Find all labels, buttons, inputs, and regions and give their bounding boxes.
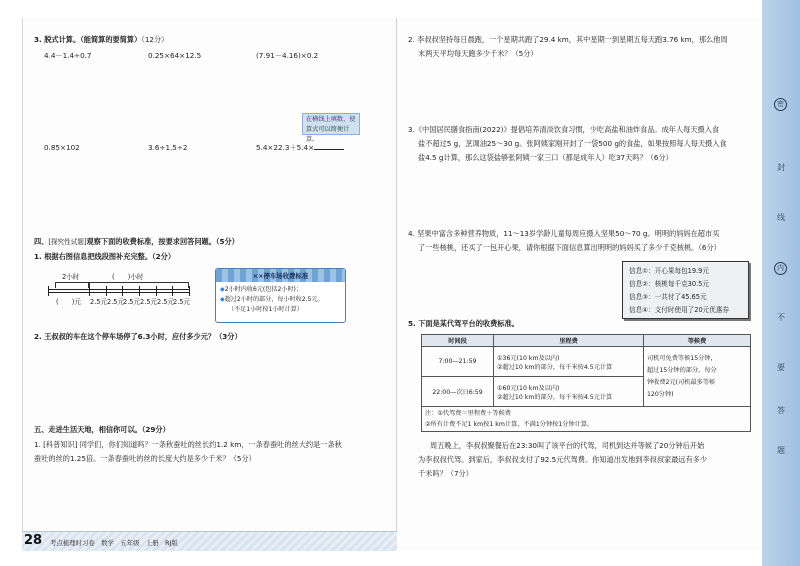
sign-rule-1-line — [220, 285, 302, 294]
th-time: 时间段 — [422, 335, 494, 347]
wait-line-3: 钟收费2元(司机最多等候 — [647, 378, 716, 386]
r-q5-line1: 周五晚上，李叔叔聚餐后在23:30叫了该平台的代驾，司机到达并等候了20分钟后开始 — [430, 441, 705, 450]
row2-time: 22:00—次日6:59 — [422, 377, 494, 407]
r-q5-line2: 为李叔叔代驾。到家后，李叔叔支付了92.5元代驾费。你知道出发地到李叔叔家最远有多少 — [418, 455, 708, 464]
parking-fee-sign — [215, 268, 346, 323]
row2-mile2: ②超过10 km的部分，每千米按4.5元计算 — [497, 393, 613, 401]
tick — [48, 286, 49, 296]
q3-heading: 3. 脱式计算。 — [34, 35, 81, 44]
r-q3-line1: 3.《中国居民膳食指南(2022)》提倡培养清淡饮食习惯，少吃高盐和油炸食品。成年人每天摄入食 — [408, 125, 720, 134]
band-char-7: 答 — [777, 406, 785, 415]
tick — [172, 286, 173, 296]
tick — [122, 286, 123, 296]
note-2: ②所有计费不足1 km按1 km计算，不满1分钟按1分钟计算。 — [425, 421, 594, 428]
footer-title: 考点梳理时习卷 数学 五年级 上册 RJ版 — [50, 539, 178, 547]
expr-5: 3.6÷1.5÷2 — [148, 143, 188, 152]
band-char-8: 题 — [777, 446, 785, 455]
sign-rule-3: （不足1小时按1小时计算） — [228, 306, 303, 313]
seg-cost: 2.5元 — [157, 298, 175, 306]
note-1: 注：①代驾费＝里程费＋等候费 — [425, 410, 511, 417]
column-divider — [396, 18, 397, 533]
q3-note: （能简算的要简算） — [80, 35, 142, 44]
band-char-2: 封 — [777, 163, 785, 172]
tick — [156, 286, 157, 296]
seal-band — [762, 0, 800, 566]
seg-cost: 2.5元 — [107, 298, 125, 306]
band-char-5: 不 — [777, 313, 785, 322]
band-char-6: 要 — [777, 363, 785, 372]
wait-line-2: 超过15分钟的部分，每分 — [647, 366, 717, 374]
seg-cost-blank: ( )元 — [56, 298, 81, 306]
s5-heading: 五、走进生活天地，相信你可以。（29分） — [34, 425, 170, 434]
r-q5-line3: 千米吗？（7分） — [418, 469, 473, 478]
r-q4-line1: 4. 坚果中富含多种营养物质，11～13岁学龄儿童每周应摄入坚果50～70 g。明明的妈妈在超市买 — [408, 229, 720, 238]
sign-title: ××停车场收费标准 — [252, 272, 309, 280]
info-box — [622, 261, 749, 319]
sign-rule-1: 2小时内收6元(包括2小时)； — [224, 286, 303, 293]
s5-q1-line1: 1. [科普知识] 同学们，你们知道吗？一条秋蚕吐的丝长约1.2 km，一条春蚕吐的丝大约是一条秋 — [34, 440, 342, 449]
seg-label-hours: ( )小时 — [112, 273, 144, 281]
th-waiting: 等候费 — [644, 335, 751, 347]
row2-mileage — [494, 377, 644, 407]
expr-3: (7.91－4.16)×0.2 — [256, 51, 319, 60]
tick — [106, 286, 107, 296]
row1-mile1: ①36元(10 km及以内) — [497, 354, 560, 362]
info-2: 信息②：核桃每千克30.5元 — [629, 280, 709, 288]
tick — [89, 286, 90, 296]
row1-mileage — [494, 347, 644, 377]
row1-time: 7:00—21:59 — [422, 347, 494, 377]
sign-rule-2-line — [220, 295, 324, 304]
row1-mile2: ②超过10 km的部分，每千米按4.5元计算 — [497, 363, 613, 371]
r-q3-line3: 盐4.5 g计算，那么这袋盐够张阿姨一家三口（都是成年人）吃37天吗？（6分） — [418, 153, 673, 162]
band-char-3: 线 — [777, 213, 785, 222]
seg-label-2h: 2小时 — [62, 273, 80, 281]
tick — [139, 286, 140, 296]
tick — [189, 286, 190, 296]
s4-tag: [探究性试题] — [48, 238, 87, 246]
segment-bar — [48, 289, 189, 293]
s5-q1-line2: 蚕吐的丝的1.25倍。一条春蚕吐的丝的长度大约是多少千米？（5分） — [34, 454, 256, 463]
r-q2-line2: 末两天平均每天跑多少千米？（5分） — [418, 49, 538, 58]
info-1: 信息①：开心果每包19.9元 — [629, 267, 709, 275]
row2-mile1: ①60元(10 km及以内) — [497, 384, 560, 392]
s4-text: 观察下面的收费标准，按要求回答问题。（5分） — [86, 237, 239, 246]
seg-cost: 2.5元 — [140, 298, 158, 306]
table-notes — [422, 407, 751, 432]
diamond-icon: ◆ — [220, 286, 225, 293]
band-char-1: 密 — [774, 98, 787, 111]
q3-heading-line — [34, 34, 168, 46]
expr-6: 5.4×22.3＋5.4× — [256, 143, 315, 152]
hint-note: 在横线上填数，使算式可以简便计算。 — [302, 113, 360, 135]
page-number: 28 — [24, 533, 43, 548]
seg-cost: 2.5元 — [123, 298, 141, 306]
sign-rule-2: 超过2小时的部分，每小时收2.5元。 — [224, 296, 324, 303]
s4-heading: 四、 — [34, 237, 49, 246]
r-q4-line2: 了一些核桃，还买了一包开心果，请你根据下面信息算出明明的妈妈买了多少千克核桃。（6分） — [418, 243, 721, 252]
s4-heading-line — [34, 236, 239, 248]
r-q3-line2: 盐不超过5 g，烹调油25～30 g。张阿姨家刚开封了一袋500 g的食盐，如果按照每人每天摄入食 — [418, 139, 727, 148]
brace-2h — [55, 282, 89, 288]
th-mileage: 里程费 — [494, 335, 644, 347]
waiting-fee — [644, 347, 751, 407]
r-q5-heading: 5. 下面是某代驾平台的收费标准。 — [408, 319, 519, 328]
info-4: 信息④：支付时使用了20元优惠券 — [629, 306, 730, 314]
expr-6-line — [256, 142, 344, 154]
seg-cost: 2.5元 — [173, 298, 191, 306]
fill-blank[interactable] — [314, 142, 344, 150]
diamond-icon: ◆ — [220, 296, 225, 303]
s4-q1: 1. 根据右图信息把线段图补充完整。（2分） — [34, 252, 176, 261]
tariff-table — [421, 334, 751, 432]
seg-cost: 2.5元 — [90, 298, 108, 306]
band-char-4: 内 — [774, 262, 787, 275]
info-3: 信息③：一共付了45.65元 — [629, 293, 707, 301]
q3-points: （12分） — [141, 35, 169, 44]
r-q2-line1: 2. 李叔叔坚持每日晨跑，一个星期共跑了29.4 km，其中星期一到星期五每天跑3.76 km，那么他周 — [408, 35, 728, 44]
wait-line-4: 120分钟) — [647, 390, 674, 398]
wait-line-1: 司机可免费等候15分钟， — [647, 354, 717, 362]
s4-q2: 2. 王叔叔的车在这个停车场停了6.3小时，应付多少元？（3分） — [34, 332, 242, 341]
expr-4: 0.85×102 — [44, 143, 80, 152]
expr-2: 0.25×64×12.5 — [148, 51, 202, 60]
expr-1: 4.4－1.4÷0.7 — [44, 51, 92, 60]
